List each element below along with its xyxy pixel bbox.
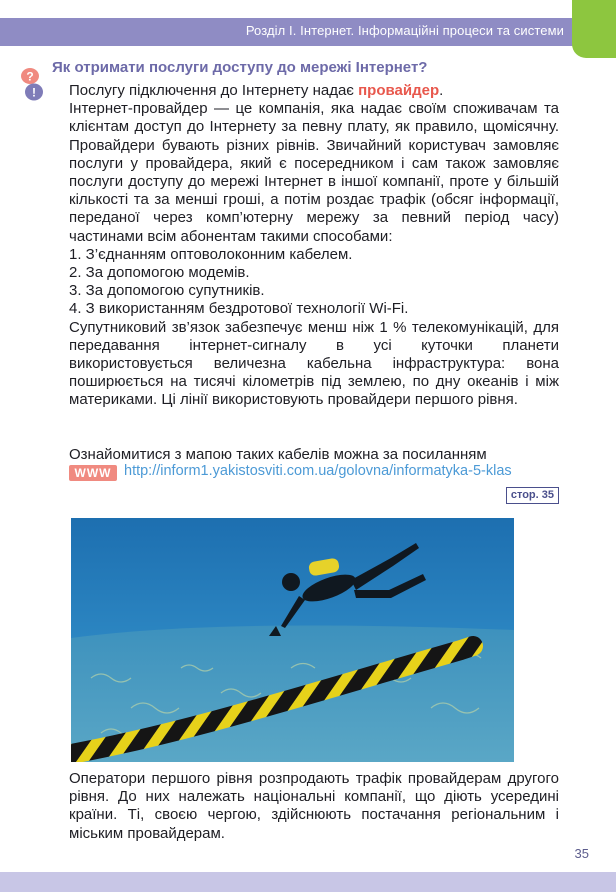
main-text-block bbox=[69, 82, 559, 410]
svg-text:!: ! bbox=[32, 85, 36, 100]
method-item: 4. З використанням бездротової технології Wi-Fi. bbox=[69, 300, 409, 318]
www-badge: WWW bbox=[69, 465, 117, 481]
page-reference: стор. 35 bbox=[506, 487, 559, 504]
svg-text:?: ? bbox=[26, 69, 34, 84]
method-item: 3. За допомогою супутників. bbox=[69, 282, 265, 300]
link-intro-text: Ознайомитися з мапою таких кабелів можна за посиланням bbox=[69, 446, 487, 463]
satellite-paragraph: Супутниковий зв’язок забезпечує менш ніж 1 % телекомунікацій, для передавання інтернет-сигналу в усі куточки планети використовується величезна кабельна інфраструктура: вона поширюється на тисячі кілометрів під землею, по дну океанів і між материками. Ці лінії використовують провайдери першого рівня. bbox=[69, 318, 559, 409]
definition-paragraph: Інтернет-провайдер — це компанія, яка надає своїм споживачам та клієнтам доступ до Інтернету за певну плату, як правило, щомісячну. Провайдери бувають різних рівнів. Звичайний користувач замовляє послуги у провайдера, який є посередником і сам також замовляє послуги доступу до мережі Інтернет в іншої компанії, проте у більшій кількості та за менші гроші, а потім роздає трафік (обсяг інформації, переданої через комп’ютерну мережу за певний період часу) частинами всім абонентам такими способами: bbox=[69, 100, 559, 245]
question-info-icon bbox=[20, 66, 44, 102]
cable-map-link[interactable]: http://inform1.yakistosviti.com.ua/golovna/informatyka-5-klas bbox=[124, 463, 512, 479]
intro-text: Послугу підключення до Інтернету надає bbox=[69, 82, 359, 99]
method-item: 2. За допомогою модемів. bbox=[69, 264, 250, 282]
section-heading: Як отримати послуги доступу до мережі Інтернет? bbox=[52, 59, 428, 76]
page-number: 35 bbox=[574, 846, 589, 861]
underwater-cable-photo bbox=[71, 518, 514, 762]
final-paragraph: Оператори першого рівня розпродають трафік провайдерам другого рівня. До них належать національні компанії, що діють усередині країни. Ті, своєю чергою, здійснюють постачання регіональним і міським провайдерам. bbox=[69, 770, 559, 842]
chapter-title: Розділ І. Інтернет. Інформаційні процеси та системи bbox=[245, 23, 564, 38]
term-provider: провайдер bbox=[358, 82, 440, 99]
method-item: 1. З’єднанням оптоволоконним кабелем. bbox=[69, 245, 353, 263]
chapter-tab bbox=[572, 0, 616, 58]
footer-bar bbox=[0, 872, 616, 892]
intro-end: . bbox=[439, 82, 444, 99]
